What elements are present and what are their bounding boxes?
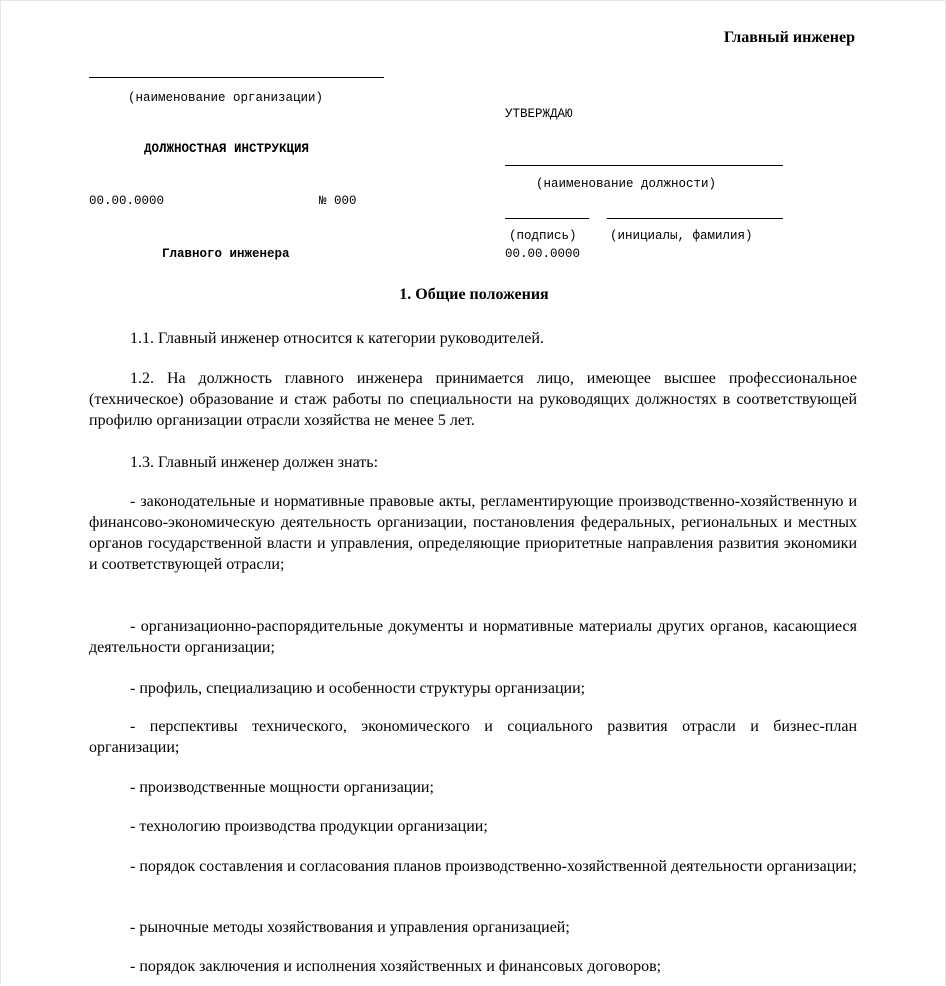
document-header-title: Главный инженер [723, 29, 855, 46]
document-type-label: ДОЛЖНОСТНАЯ ИНСТРУКЦИЯ [144, 142, 310, 156]
list-item-technology: - технологию производства продукции организации; [130, 818, 488, 835]
signature-line [505, 218, 589, 219]
list-item-market-methods: - рыночные методы хозяйствования и управления организацией; [130, 919, 570, 936]
list-item-legislation: - законодательные и нормативные правовые акты, регламентирующие производственно-хозяйственную и финансово-экономическую деятельность организации, постановления федеральных, региональных и местных органов государственной власти и управления, определяющие приоритетные направления развития экономики и соответствующей отрасли; [89, 493, 857, 573]
document-date: 00.00.0000 [89, 194, 165, 208]
list-item-prospects: - перспективы технического, экономического и социального развития отрасли и бизнес-план организации; [89, 718, 857, 756]
paragraph-1-3: 1.3. Главный инженер должен знать: [130, 454, 379, 471]
list-item-contracts: - порядок заключения и исполнения хозяйственных и финансовых договоров; [130, 958, 662, 975]
approval-label: УТВЕРЖДАЮ [505, 107, 573, 121]
paragraph-1-1: 1.1. Главный инженер относится к категории руководителей. [130, 330, 544, 347]
section-heading: 1. Общие положения [399, 286, 549, 303]
approver-position-line [505, 165, 783, 166]
organization-name-caption: (наименование организации) [128, 91, 324, 105]
organization-name-line [89, 77, 384, 78]
approval-date: 00.00.0000 [505, 247, 581, 261]
document-position-label: Главного инженера [162, 247, 290, 261]
approver-position-caption: (наименование должности) [536, 177, 717, 191]
list-item-capacity: - производственные мощности организации; [130, 779, 434, 796]
document-number: № 000 [319, 194, 357, 208]
paragraph-1-2: 1.2. На должность главного инженера принимается лицо, имеющее высшее профессиональное (техническое) образование и стаж работы по специальности на руководящих должностях в соответствующей профилю организации отрасли хозяйства не менее 5 лет. [89, 370, 857, 429]
initials-surname-line [607, 218, 783, 219]
signature-caption: (подпись) [509, 229, 577, 243]
list-item-org-documents: - организационно-распорядительные документы и нормативные материалы других органов, касающиеся деятельности организации; [89, 618, 857, 656]
list-item-planning: - порядок составления и согласования планов производственно-хозяйственной деятельности организации; [130, 858, 857, 875]
list-item-profile: - профиль, специализацию и особенности структуры организации; [130, 680, 586, 697]
initials-surname-caption: (инициалы, фамилия) [610, 229, 753, 243]
